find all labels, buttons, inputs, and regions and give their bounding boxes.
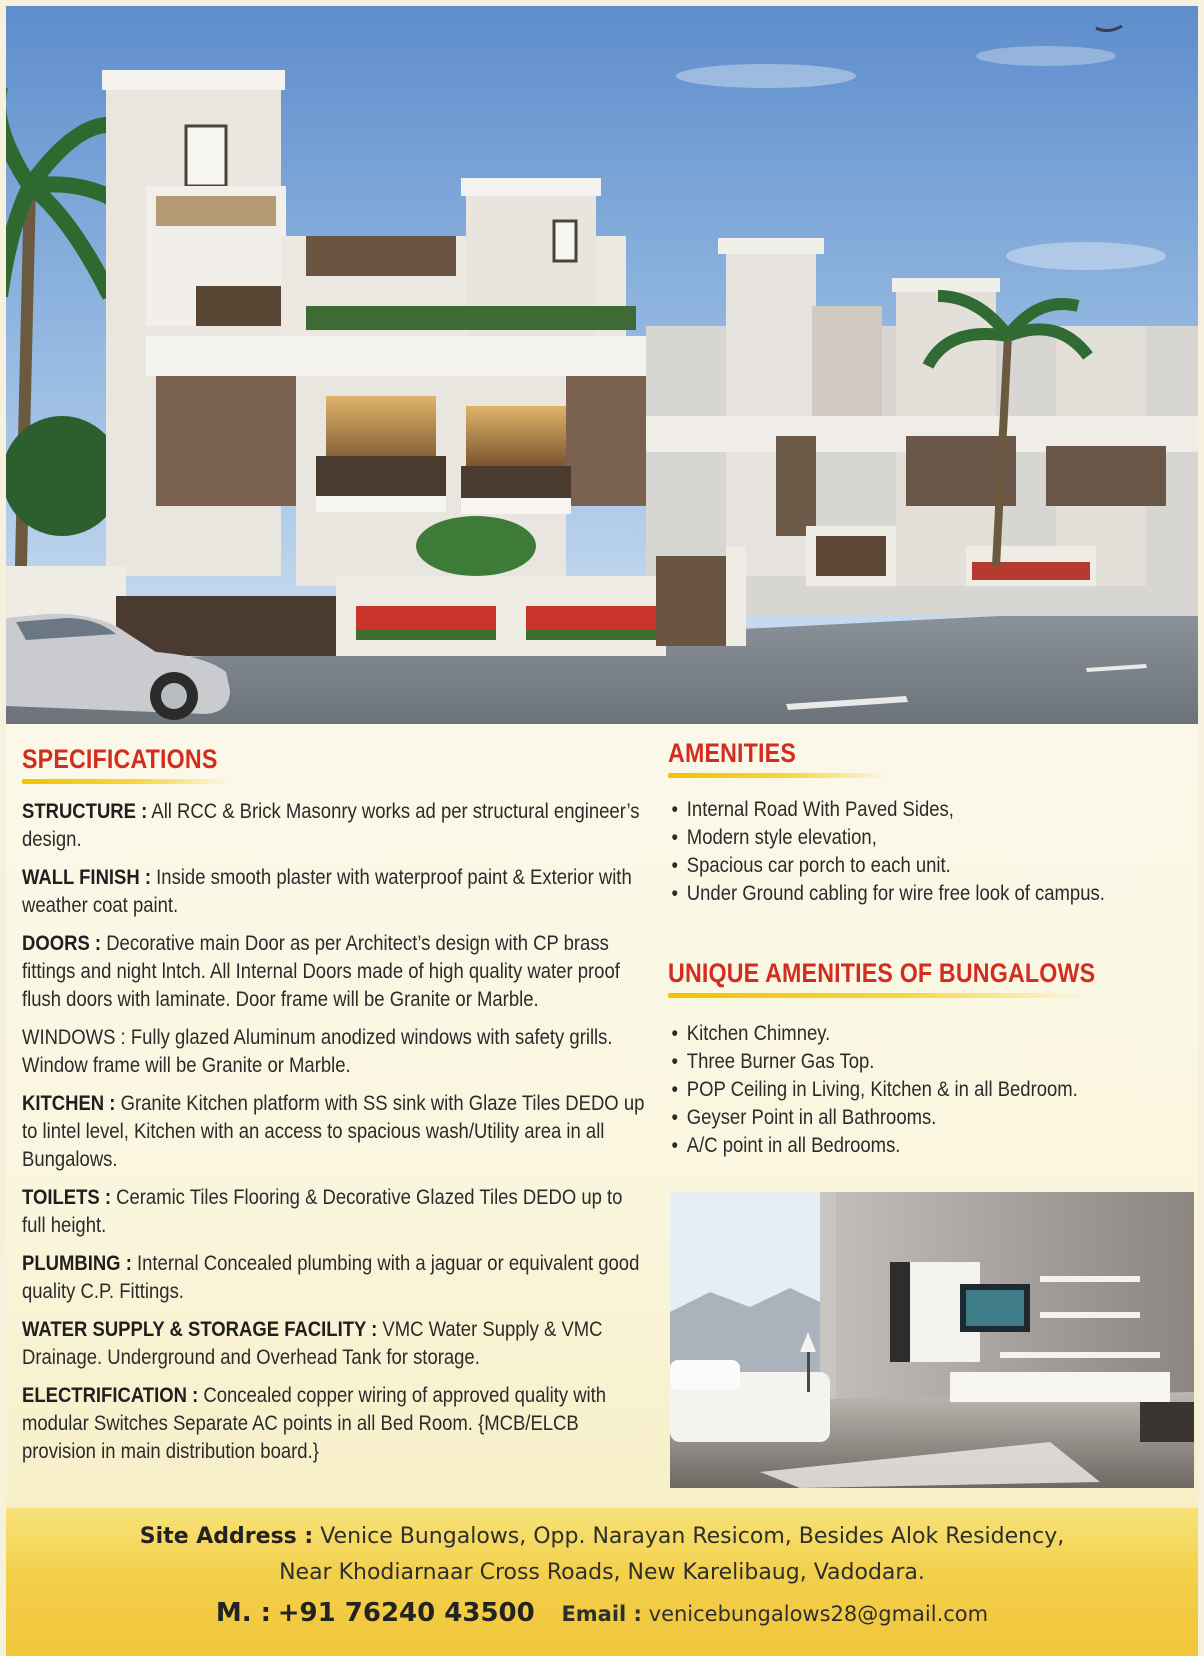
spec-text: Internal Concealed plumbing with a jaguar or equivalent good quality C.P. Fittings.: [22, 1252, 640, 1303]
email-address[interactable]: venicebungalows28@gmail.com: [648, 1602, 989, 1626]
heading-underline: [668, 993, 1088, 998]
interior-living-room-image: [670, 1192, 1194, 1488]
specifications-heading: SPECIFICATIONS: [22, 744, 218, 774]
spec-label: TOILETS :: [22, 1186, 111, 1209]
spec-text: Decorative main Door as per Architect’s design with CP brass fittings and night lntch. All Internal Doors made of high quality water proof flush doors with laminate. Door frame will be Granite or Marble.: [22, 932, 620, 1011]
amenities-section: [668, 738, 1188, 908]
spec-structure: [22, 798, 645, 854]
list-item: • Kitchen Chimney.: [668, 1020, 1126, 1048]
spec-text: WINDOWS : Fully glazed Aluminum anodized windows with safety grills. Window frame will be Granite or Marble.: [22, 1026, 613, 1077]
unique-amenities-section: [668, 958, 1188, 1160]
content-panel: [6, 724, 1198, 1508]
spec-label: KITCHEN :: [22, 1092, 116, 1115]
specifications-section: [22, 744, 645, 1476]
bungalow-exterior-illustration: [6, 6, 1198, 724]
site-address-text: Venice Bungalows, Opp. Narayan Resicom, Besides Alok Residency,: [320, 1524, 1065, 1549]
spec-text: Ceramic Tiles Flooring & Decorative Glazed Tiles DEDO up to full height.: [22, 1186, 623, 1237]
amenities-heading: AMENITIES: [668, 738, 796, 768]
unique-amenities-list: [668, 1020, 1188, 1160]
list-item: • Spacious car porch to each unit.: [668, 852, 1126, 880]
site-address-line: [6, 1524, 1198, 1549]
spec-label: STRUCTURE :: [22, 800, 148, 823]
spec-doors: [22, 930, 645, 1014]
spec-label: DOORS :: [22, 932, 102, 955]
mobile-label: M. :: [215, 1598, 272, 1628]
heading-underline: [22, 779, 232, 784]
spec-label: ELECTRIFICATION :: [22, 1384, 199, 1407]
hero-exterior-rendering: [6, 6, 1198, 724]
amenities-list: [668, 796, 1188, 908]
spec-water-supply: [22, 1316, 645, 1372]
spec-wall-finish: [22, 864, 645, 920]
list-item: • Modern style elevation,: [668, 824, 1126, 852]
spec-label: WALL FINISH :: [22, 866, 152, 889]
spec-plumbing: [22, 1250, 645, 1306]
spec-text: VMC Water Supply & VMC Drainage. Underground and Overhead Tank for storage.: [22, 1318, 603, 1369]
list-item: • Under Ground cabling for wire free look of campus.: [668, 880, 1126, 908]
list-item: • Internal Road With Paved Sides,: [668, 796, 1126, 824]
spec-toilets: [22, 1184, 645, 1240]
heading-underline: [668, 773, 888, 778]
living-room-illustration: [670, 1192, 1194, 1488]
contact-line: [6, 1598, 1198, 1628]
spec-windows: [22, 1024, 645, 1080]
spec-electrification: [22, 1382, 645, 1466]
email-label: Email :: [561, 1602, 642, 1626]
mobile-number[interactable]: +91 76240 43500: [277, 1598, 535, 1628]
footer-address-band: [6, 1508, 1198, 1656]
list-item: • Three Burner Gas Top.: [668, 1048, 1126, 1076]
spec-text: All RCC & Brick Masonry works ad per structural engineer’s design.: [22, 800, 640, 851]
site-address-label: Site Address :: [139, 1524, 314, 1549]
address-line-2: Near Khodiarnaar Cross Roads, New Karelibaug, Vadodara.: [279, 1560, 925, 1585]
list-item: • A/C point in all Bedrooms.: [668, 1132, 1126, 1160]
spec-label: PLUMBING :: [22, 1252, 132, 1275]
spec-kitchen: [22, 1090, 645, 1174]
list-item: • Geyser Point in all Bathrooms.: [668, 1104, 1126, 1132]
spec-label: WATER SUPPLY & STORAGE FACILITY :: [22, 1318, 378, 1341]
list-item: • POP Ceiling in Living, Kitchen & in all Bedroom.: [668, 1076, 1126, 1104]
spec-text: Granite Kitchen platform with SS sink with Glaze Tiles DEDO up to lintel level, Kitchen with an access to spacious wash/Utility area in all Bungalows.: [22, 1092, 645, 1171]
unique-amenities-heading: UNIQUE AMENITIES OF BUNGALOWS: [668, 958, 1096, 988]
spec-text: Concealed copper wiring of approved quality with modular Switches Separate AC points in all Bed Room. {MCB/ELCB provision in main distribution board.}: [22, 1384, 607, 1463]
spec-text: Inside smooth plaster with waterproof paint & Exterior with weather coat paint.: [22, 866, 632, 917]
